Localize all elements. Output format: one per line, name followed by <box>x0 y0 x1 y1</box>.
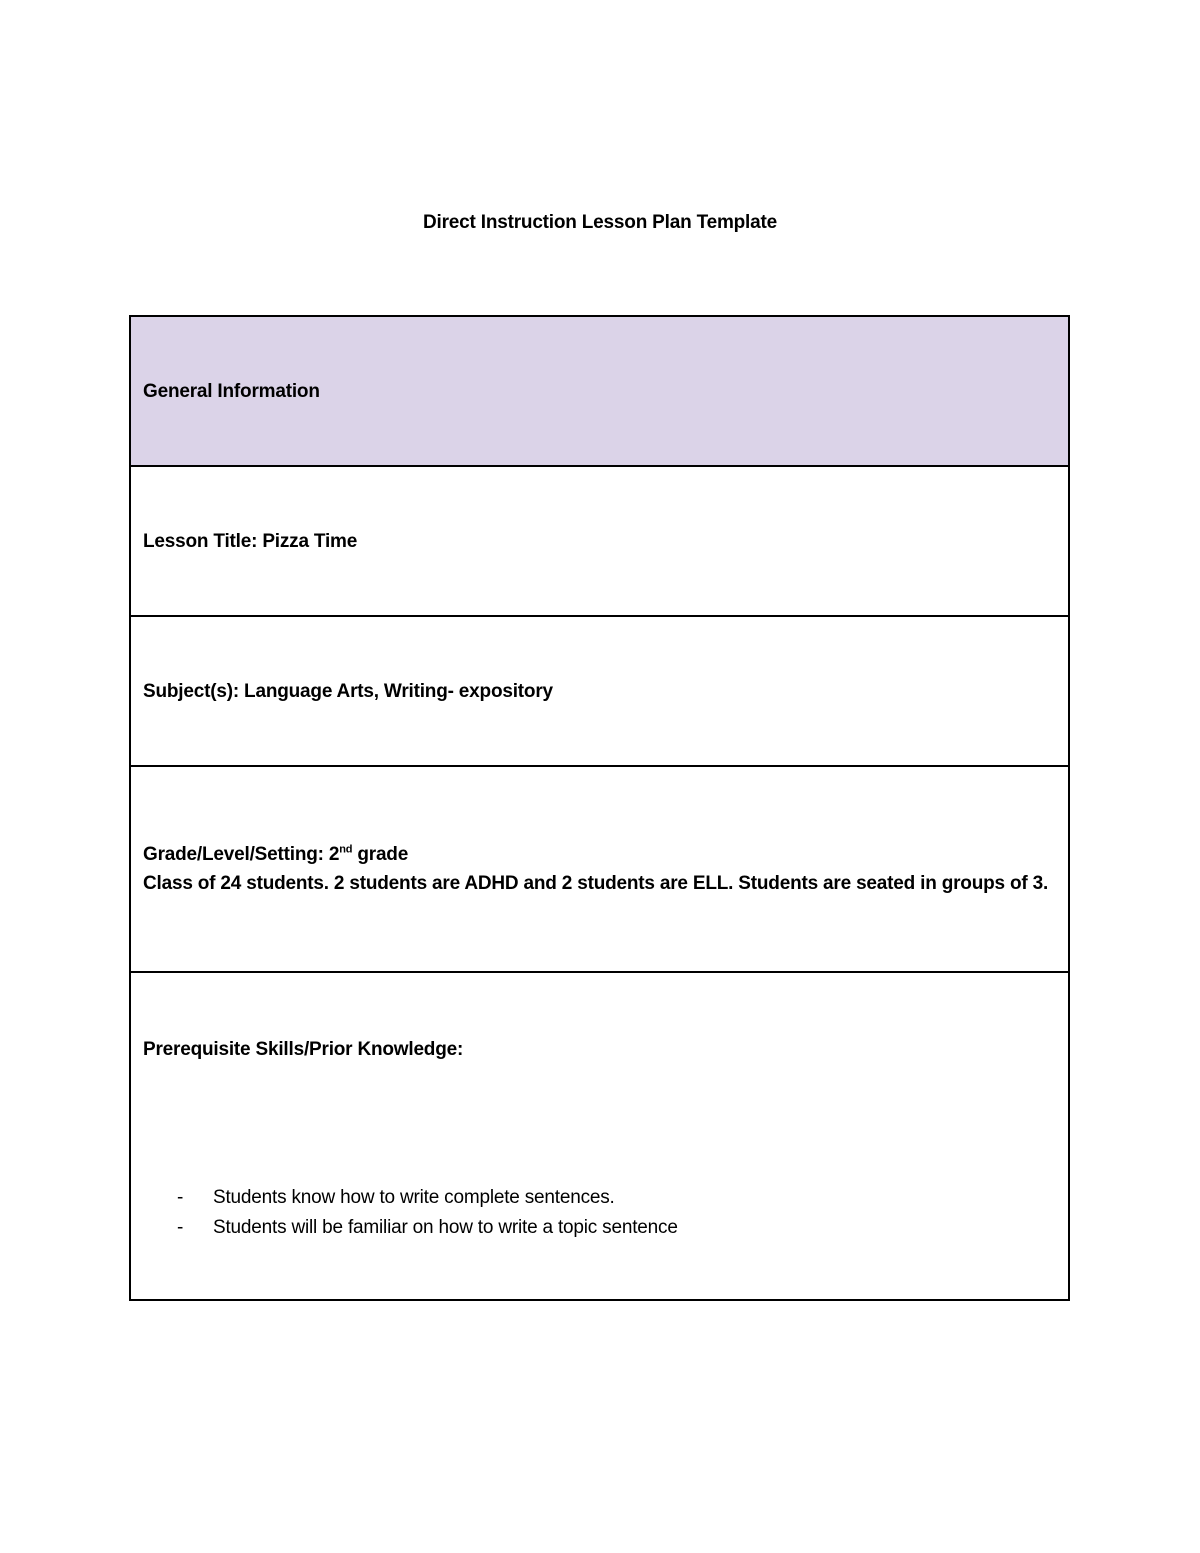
prerequisites-row <box>130 972 1069 1300</box>
general-information-row <box>130 316 1069 466</box>
prerequisites-cell <box>130 972 1069 1300</box>
prerequisites-label: Prerequisite Skills/Prior Knowledge: <box>143 1039 464 1060</box>
class-description: Class of 24 students. 2 students are ADHD and 2 students are ELL. Students are seated in groups of 3. <box>143 873 1049 894</box>
list-item-text: Students will be familiar on how to write a topic sentence <box>213 1217 678 1238</box>
bullet-dash: - <box>177 1187 184 1208</box>
subjects-row <box>130 616 1069 766</box>
document-title: Direct Instruction Lesson Plan Template <box>423 212 777 233</box>
lesson-title-row <box>130 466 1069 616</box>
grade-label-suffix: grade <box>352 844 409 865</box>
list-item <box>143 1183 1056 1213</box>
lesson-plan-table <box>129 315 1070 1301</box>
list-item <box>143 1213 1056 1243</box>
list-item-text: Students know how to write complete sentences. <box>213 1187 615 1208</box>
general-information-heading: General Information <box>130 316 1069 466</box>
bullet-dash: - <box>177 1217 184 1238</box>
grade-level-setting-label <box>143 840 1056 869</box>
grade-level-setting-cell <box>130 766 1069 972</box>
prerequisites-list <box>143 1183 1056 1243</box>
lesson-title-field: Lesson Title: Pizza Time <box>130 466 1069 616</box>
grade-label-prefix: Grade/Level/Setting: 2 <box>143 844 340 865</box>
grade-level-setting-row <box>130 766 1069 972</box>
subjects-field: Subject(s): Language Arts, Writing- expository <box>130 616 1069 766</box>
grade-ordinal-suffix: nd <box>339 843 353 856</box>
